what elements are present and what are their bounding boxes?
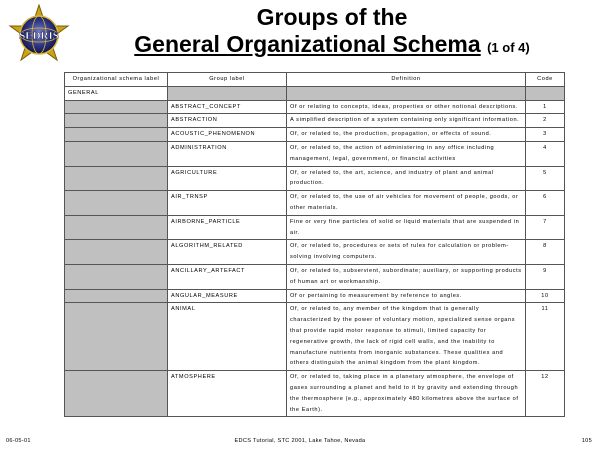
table-row [65,114,565,128]
code-cell: 9 [526,264,565,289]
schema-label-cell [65,240,168,265]
table-row [65,240,565,265]
group-label-cell: AIRBORNE_PARTICLE [168,215,287,240]
section-filler [287,86,526,100]
schema-table-container [64,72,553,417]
code-cell: 1 [526,100,565,114]
definition-cell: Of or relating to concepts, ideas, properties or other notional descriptions. [287,100,526,114]
schema-table [64,72,565,417]
code-cell: 7 [526,215,565,240]
section-row [65,86,565,100]
group-label-cell: ANIMAL [168,303,287,371]
header-schema-label: Organizational schema label [65,73,168,87]
group-label-cell: ACOUSTIC_PHENOMENON [168,128,287,142]
table-row [65,141,565,166]
definition-cell: Of, or related to, procedures or sets of rules for calculation or problem-solving involving computers. [287,240,526,265]
header-definition: Definition [287,73,526,87]
code-cell: 12 [526,371,565,417]
schema-label-cell [65,371,168,417]
group-label-cell: ABSTRACTION [168,114,287,128]
sedris-logo [6,4,72,68]
definition-cell: Of, or related to, the production, propagation, or effects of sound. [287,128,526,142]
slide-title [70,4,594,62]
table-row [65,289,565,303]
group-label-cell: ALGORITHM_RELATED [168,240,287,265]
schema-label-cell [65,100,168,114]
footer-date: 06-05-01 [6,438,31,444]
section-filler [526,86,565,100]
group-label-cell: AGRICULTURE [168,166,287,191]
sedris-logo-graphic [6,4,72,68]
svg-text:SEDRIS: SEDRIS [19,30,59,42]
definition-cell: Of, or related to, any member of the kingdom that is generally characterized by the power of voluntary motion, specialized sense organs that provide rapid motor response to stimuli, limited capacity for regenerative growth, the lack of rigid cell walls, and the inability to manufacture nutrients from inorganic substances. These qualities and others distinguish the animal kingdom from the plant kingdom. [287,303,526,371]
definition-cell: Of, or related to, the use of air vehicles for movement of people, goods, or other materials. [287,191,526,216]
group-label-cell: ANCILLARY_ARTEFACT [168,264,287,289]
schema-label-cell [65,141,168,166]
group-label-cell: ADMINISTRATION [168,141,287,166]
table-row [65,215,565,240]
header-group-label: Group label [168,73,287,87]
group-label-cell: ATMOSPHERE [168,371,287,417]
title-main: General Organizational Schema [134,31,481,57]
table-row [65,100,565,114]
schema-label-cell [65,191,168,216]
table-row [65,191,565,216]
title-line-2 [70,30,594,62]
definition-cell: Of, or related to, the art, science, and industry of plant and animal production. [287,166,526,191]
footer-event: EDCS Tutorial, STC 2001, Lake Tahoe, Nevada [234,438,366,444]
section-label: GENERAL [65,86,168,100]
schema-label-cell [65,289,168,303]
table-row [65,303,565,371]
schema-label-cell [65,128,168,142]
definition-cell: Of, or related to, the action of administering in any office including management, legal, government, or financial activities [287,141,526,166]
title-part-indicator: (1 of 4) [487,40,530,55]
code-cell: 3 [526,128,565,142]
definition-cell: A simplified description of a system containing only significant information. [287,114,526,128]
code-cell: 8 [526,240,565,265]
schema-label-cell [65,303,168,371]
table-header-row [65,73,565,87]
definition-cell: Fine or very fine particles of solid or liquid materials that are suspended in air. [287,215,526,240]
definition-cell: Of, or related to, subservient, subordinate; auxiliary, or supporting products of human art or workmanship. [287,264,526,289]
group-label-cell: ABSTRACT_CONCEPT [168,100,287,114]
table-row [65,264,565,289]
definition-cell: Of, or related to, taking place in a planetary atmosphere, the envelope of gases surrounding a planet and held to it by gravity and extending through the thermosphere (e.g., approximately 480 kilometres above the surface of the Earth). [287,371,526,417]
section-filler [168,86,287,100]
schema-label-cell [65,215,168,240]
schema-label-cell [65,264,168,289]
code-cell: 11 [526,303,565,371]
title-line-1: Groups of the [256,4,408,30]
table-row [65,128,565,142]
header-code: Code [526,73,565,87]
footer-page-number: 105 [581,438,592,444]
schema-label-cell [65,166,168,191]
code-cell: 5 [526,166,565,191]
code-cell: 2 [526,114,565,128]
code-cell: 6 [526,191,565,216]
code-cell: 4 [526,141,565,166]
schema-label-cell [65,114,168,128]
group-label-cell: ANGULAR_MEASURE [168,289,287,303]
code-cell: 10 [526,289,565,303]
definition-cell: Of or pertaining to measurement by reference to angles. [287,289,526,303]
group-label-cell: AIR_TRNSP [168,191,287,216]
table-row [65,166,565,191]
table-row [65,371,565,417]
